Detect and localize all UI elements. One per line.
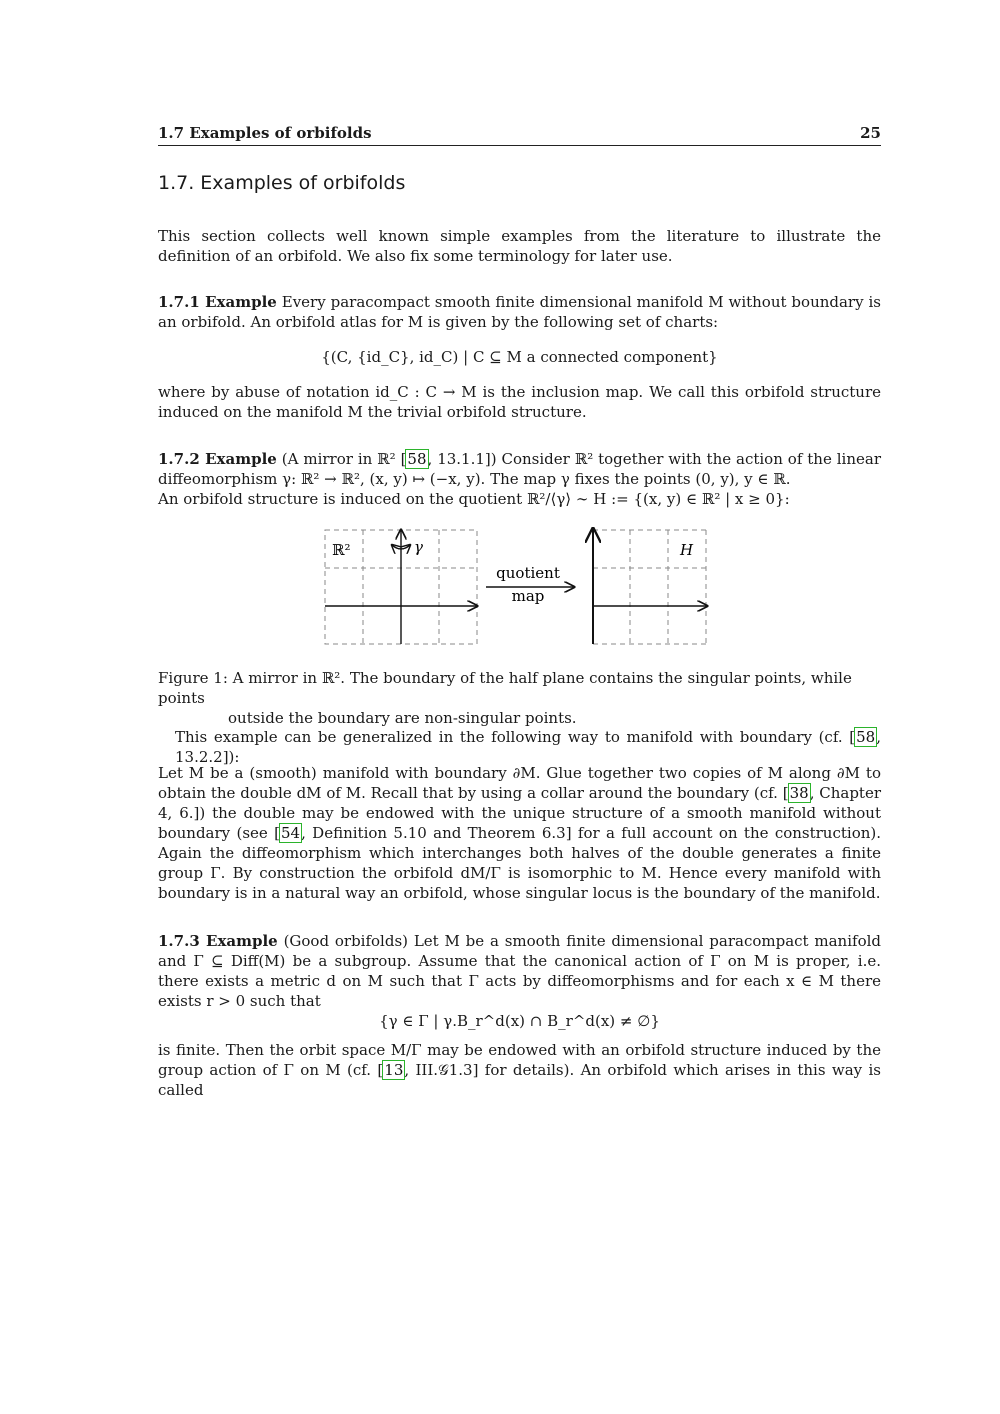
boundary-paragraph (158, 763, 881, 903)
citation-38[interactable]: 38 (789, 784, 809, 802)
example-3-display-math: {γ ∈ Γ | γ.B_r^d(x) ∩ B_r^d(x) ≠ ∅} (379, 1012, 660, 1030)
example-3-label: 1.7.3 Example (158, 932, 278, 950)
header-section: 1.7 Examples of orbifolds (158, 124, 372, 142)
example-3-after-2: , III.𝒢1.3] for details). An orbifold which arises in this way is called (158, 1061, 881, 1099)
header-page-number: 25 (860, 124, 881, 142)
example-1-after: where by abuse of notation id_C : C → M is the inclusion map. We call this orbifold structure induced on the manifold M the trivial orbifold structure. (158, 383, 881, 421)
example-2-intro-open: (A mirror in ℝ² [ (281, 450, 407, 468)
running-header (158, 124, 881, 146)
generalization-before: This example can be generalized in the following way to manifold with boundary (cf. [ (175, 728, 856, 746)
boundary-p1: Let M be a (smooth) manifold with boundary ∂M. Glue together two copies of M along ∂M to obtain the double dM of M. Recall that by using a collar around the boundary (cf. [ (158, 764, 881, 802)
caption-label: Figure 1: (158, 669, 228, 687)
example-3-text: (Good orbifolds) Let M be a smooth finite dimensional paracompact manifold and Γ ⊆ Diff(M) be a subgroup. Assume that the canonical action of Γ on M is proper, i.e. there exists a metric d on M such that Γ acts by diffeomorphisms and for each x ∈ M there exists r > 0 such that (158, 932, 881, 1010)
mirror-figure (318, 525, 878, 650)
intro-paragraph: This section collects well known simple examples from the literature to illustrate the definition of an orbifold. We also fix some terminology for later use. (158, 227, 881, 265)
example-3-paragraph (158, 931, 881, 1011)
example-2-intro-close: , 13.1.1]) Consider ℝ² together with the action of the linear diffeomorphism γ: ℝ² → ℝ², (x, y) ↦ (−x, y). The map γ fixes the points (0, y), y ∈ ℝ. (158, 450, 881, 488)
generalization-paragraph (158, 727, 881, 767)
arrow-label-bottom: map (511, 587, 545, 605)
example-2-label: 1.7.2 Example (158, 450, 277, 468)
gamma-label: γ (414, 538, 423, 556)
citation-58-b[interactable]: 58 (856, 728, 876, 746)
boundary-p2: , Chapter 4, 6.]) the double may be endowed with the unique structure of a smooth manifold without boundary (see [ (158, 784, 882, 842)
left-label: ℝ² (332, 541, 351, 559)
boundary-p3: , Definition 5.10 and Theorem 6.3] for a full account on the construction). Again the diffeomorphism which interchanges both halves of the double generates a finite group Γ. By construction the orbifold dM/Γ is isomorphic to M. Hence every manifold with boundary is in a natural way an orbifold, whose singular locus is the boundary of the manifold. (158, 824, 882, 902)
example-1-display-math: {(C, {id_C}, id_C) | C ⊆ M a connected component} (321, 348, 718, 366)
caption-text-1: A mirror in ℝ². The boundary of the half plane contains the singular points, while points (158, 669, 852, 707)
example-3-after-1: is finite. Then the orbit space M/Γ may be endowed with an orbifold structure induced by the group action of Γ on M (cf. [ (158, 1041, 881, 1079)
example-3-after (158, 1040, 881, 1100)
example-2-line2: An orbifold structure is induced on the quotient ℝ²/⟨γ⟩ ∼ H := {(x, y) ∈ ℝ² | x ≥ 0}: (158, 490, 790, 508)
example-1-paragraph (158, 292, 881, 332)
arrow-label-top: quotient (496, 564, 560, 582)
example-1-text: Every paracompact smooth finite dimensional manifold M without boundary is an orbifold. An orbifold atlas for M is given by the following set of charts: (158, 293, 881, 331)
right-label: H (680, 541, 694, 559)
example-2-paragraph (158, 449, 881, 509)
example-1-label: 1.7.1 Example (158, 293, 277, 311)
citation-54[interactable]: 54 (280, 824, 301, 842)
citation-13[interactable]: 13 (384, 1061, 404, 1079)
section-title: 1.7. Examples of orbifolds (158, 172, 406, 194)
caption-text-2: outside the boundary are non-singular points. (228, 709, 577, 727)
generalization-after: , 13.2.2]): (175, 728, 881, 766)
figure-caption (158, 668, 881, 728)
citation-58[interactable]: 58 (407, 450, 427, 468)
